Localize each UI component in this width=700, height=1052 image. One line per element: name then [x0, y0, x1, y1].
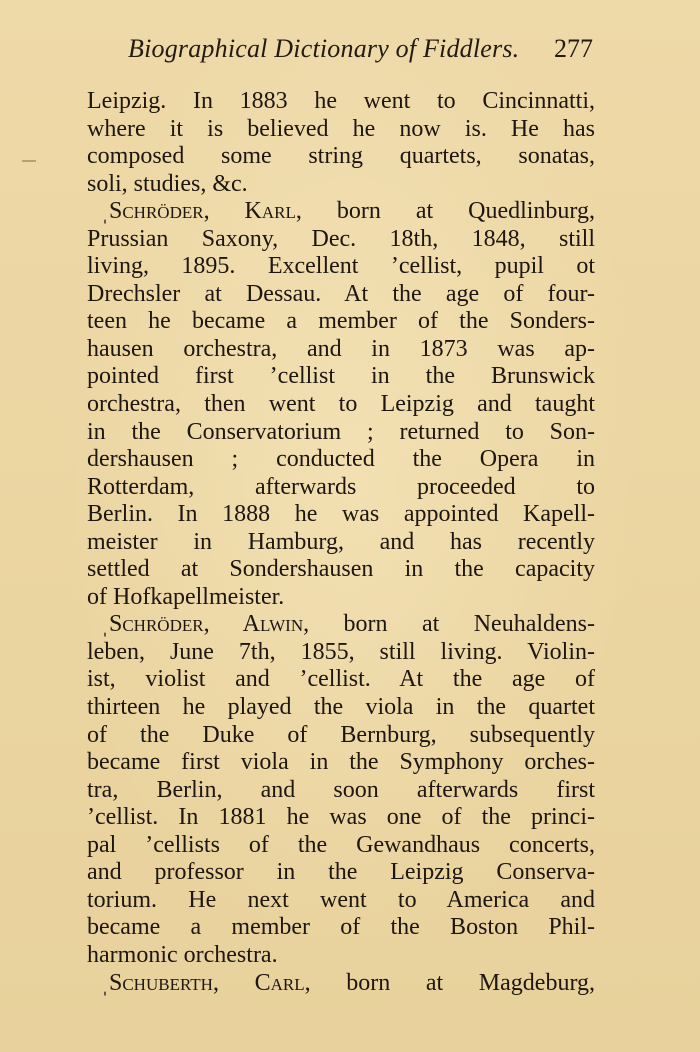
text-line: teen he became a member of the Sonders- [87, 308, 595, 335]
text-line: pal ’cellists of the Gewandhaus concerts, [87, 831, 595, 858]
text-line: Leipzig. In 1883 he went to Cincinnatti, [87, 88, 595, 114]
margin-mark [22, 160, 36, 162]
text-line: soli, studies, &c. [87, 170, 248, 197]
text-line: became a member of the Boston Phil- [87, 914, 595, 941]
text-line: ist, violist and ’cellist. At the age of [87, 666, 595, 693]
entry-text: ˌSchuberth, Carl, born at Magdeburg, [101, 969, 595, 996]
text-line: pointed first ’cellist in the Brunswick [87, 363, 595, 390]
text-line: where it is believed he now is. He has [87, 115, 595, 142]
text-line: living, 1895. Excellent ’cellist, pupil ot [87, 253, 595, 280]
text-line: torium. He next went to America and [87, 886, 595, 913]
text-line: Berlin. In 1888 he was appointed Kapell- [87, 501, 595, 528]
text-line: leben, June 7th, 1855, still living. Violin- [87, 638, 595, 665]
entry-text: ˌSchröder, Alwin, born at Neuhaldens- [101, 611, 595, 638]
page-number: 277 [554, 34, 593, 63]
text-line: harmonic orchestra. [87, 941, 278, 968]
entry-heading-line [87, 611, 595, 639]
running-head-title: Biographical Dictionary of Fiddlers. [128, 34, 520, 63]
text-line: Prussian Saxony, Dec. 18th, 1848, still [87, 225, 595, 252]
text-line: Drechsler at Dessau. At the age of four- [87, 280, 595, 307]
text-line: tra, Berlin, and soon afterwards first [87, 776, 595, 803]
entry-heading-line [87, 198, 595, 226]
text-line: dershausen ; conducted the Opera in [87, 446, 595, 473]
text-line: thirteen he played the viola in the quartet [87, 694, 595, 721]
text-line: became first viola in the Symphony orches- [87, 749, 595, 776]
text-line: hausen orchestra, and in 1873 was ap- [87, 335, 595, 362]
text-line: of the Duke of Bernburg, subsequently [87, 721, 595, 748]
entry-heading-line [87, 970, 595, 998]
text-line: ’cellist. In 1881 he was one of the princi- [87, 804, 595, 831]
text-line: orchestra, then went to Leipzig and taught [87, 391, 595, 418]
text-line: and professor in the Leipzig Conserva- [87, 859, 595, 886]
text-line: meister in Hamburg, and has recently [87, 528, 595, 555]
text-line: settled at Sondershausen in the capacity [87, 556, 595, 583]
entry-text: ˌSchröder, Karl, born at Quedlinburg, [101, 198, 595, 225]
text-line: composed some string quartets, sonatas, [87, 143, 595, 170]
text-line: Rotterdam, afterwards proceeded to [87, 473, 595, 500]
text-line: of Hofkapellmeister. [87, 583, 285, 610]
text-line: in the Conservatorium ; returned to Son- [87, 418, 595, 445]
body-text [87, 88, 595, 997]
running-head [0, 34, 700, 74]
